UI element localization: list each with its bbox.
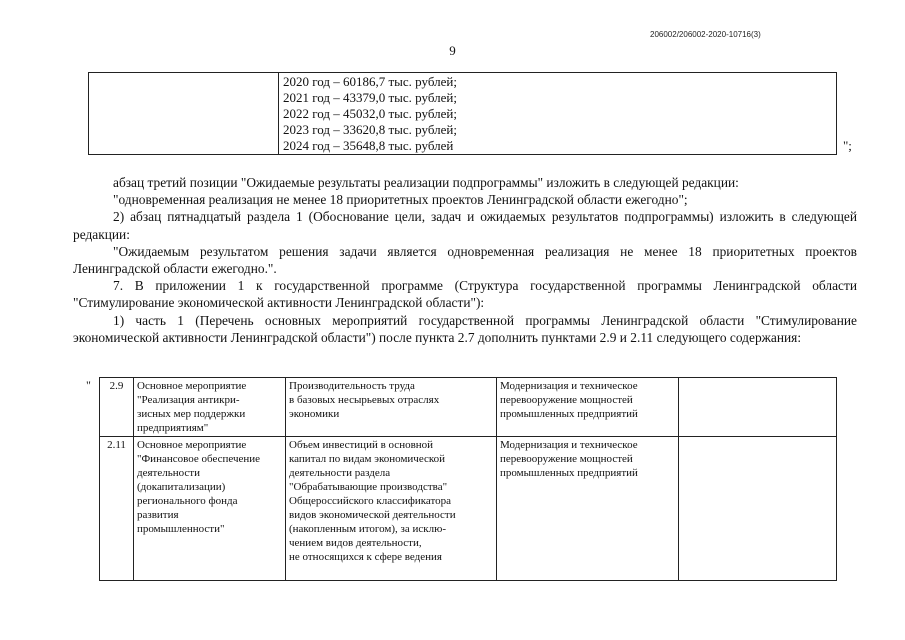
page-number: 9 xyxy=(449,43,456,58)
funding-year-line: 2020 год – 60186,7 тыс. рублей; xyxy=(283,74,457,89)
empty-cell xyxy=(679,437,837,581)
funding-year-line: 2023 год – 33620,8 тыс. рублей; xyxy=(283,122,457,137)
indicator-cell: Производительность труда в базовых несырьевых отраслях экономики xyxy=(286,378,497,437)
document-body xyxy=(73,174,857,346)
program-events-table xyxy=(99,377,837,581)
funding-year-line: 2024 год – 35648,8 тыс. рублей xyxy=(283,138,454,153)
table-row xyxy=(100,378,837,437)
paragraph: абзац третий позиции "Ожидаемые результаты реализации подпрограммы" изложить в следующей редакции: xyxy=(113,175,739,190)
table-row xyxy=(100,437,837,581)
paragraph: "Ожидаемым результатом решения задачи является одновременная реализация не менее 18 приоритетных проектов Ленинградской области ежегодно.". xyxy=(73,243,857,277)
paragraph: 1) часть 1 (Перечень основных мероприятий государственной программы Ленинградской области "Стимулирование экономической активности Ленинградской области") после пункта 2.7 дополнить пунктами 2.9 и 2.11 следующего содержания: xyxy=(73,312,857,345)
funding-years-list xyxy=(283,74,457,154)
empty-cell xyxy=(679,378,837,437)
event-name-cell: Основное мероприятие "Финансовое обеспечение деятельности (докапитализации) регионального фонда развития промышленности" xyxy=(134,437,286,581)
result-cell: Модернизация и техническое перевооружение мощностей промышленных предприятий xyxy=(497,437,679,581)
table-column-divider xyxy=(278,73,279,154)
paragraph: 2) абзац пятнадцатый раздела 1 (Обоснование цели, задач и ожидаемых результатов подпрограммы) изложить в следующей редакции: xyxy=(73,209,857,242)
opening-quote: " xyxy=(86,378,91,392)
document-id: 206002/206002-2020-10716(3) xyxy=(650,30,761,39)
row-number: 2.11 xyxy=(100,437,134,581)
paragraph: 7. В приложении 1 к государственной программе (Структура государственной программы Ленинградской области "Стимулирование экономической активности Ленинградской области"): xyxy=(73,278,857,311)
paragraph: "одновременная реализация не менее 18 приоритетных проектов Ленинградской области ежегодно"; xyxy=(113,192,688,208)
closing-quote: "; xyxy=(843,138,852,153)
indicator-cell: Объем инвестиций в основной капитал по видам экономической деятельности раздела "Обрабатывающие производства" Общероссийского классификатора видов экономической деятельности (накопленным итогом), за исклю- чением видов деятельности, не относящихся к сфере ведения xyxy=(286,437,497,581)
funding-year-line: 2021 год – 43379,0 тыс. рублей; xyxy=(283,90,457,105)
funding-table xyxy=(88,72,837,155)
row-number: 2.9 xyxy=(100,378,134,437)
result-cell: Модернизация и техническое перевооружение мощностей промышленных предприятий xyxy=(497,378,679,437)
event-name-cell: Основное мероприятие "Реализация антикри- зисных мер поддержки предприятиям" xyxy=(134,378,286,437)
funding-year-line: 2022 год – 45032,0 тыс. рублей; xyxy=(283,106,457,121)
